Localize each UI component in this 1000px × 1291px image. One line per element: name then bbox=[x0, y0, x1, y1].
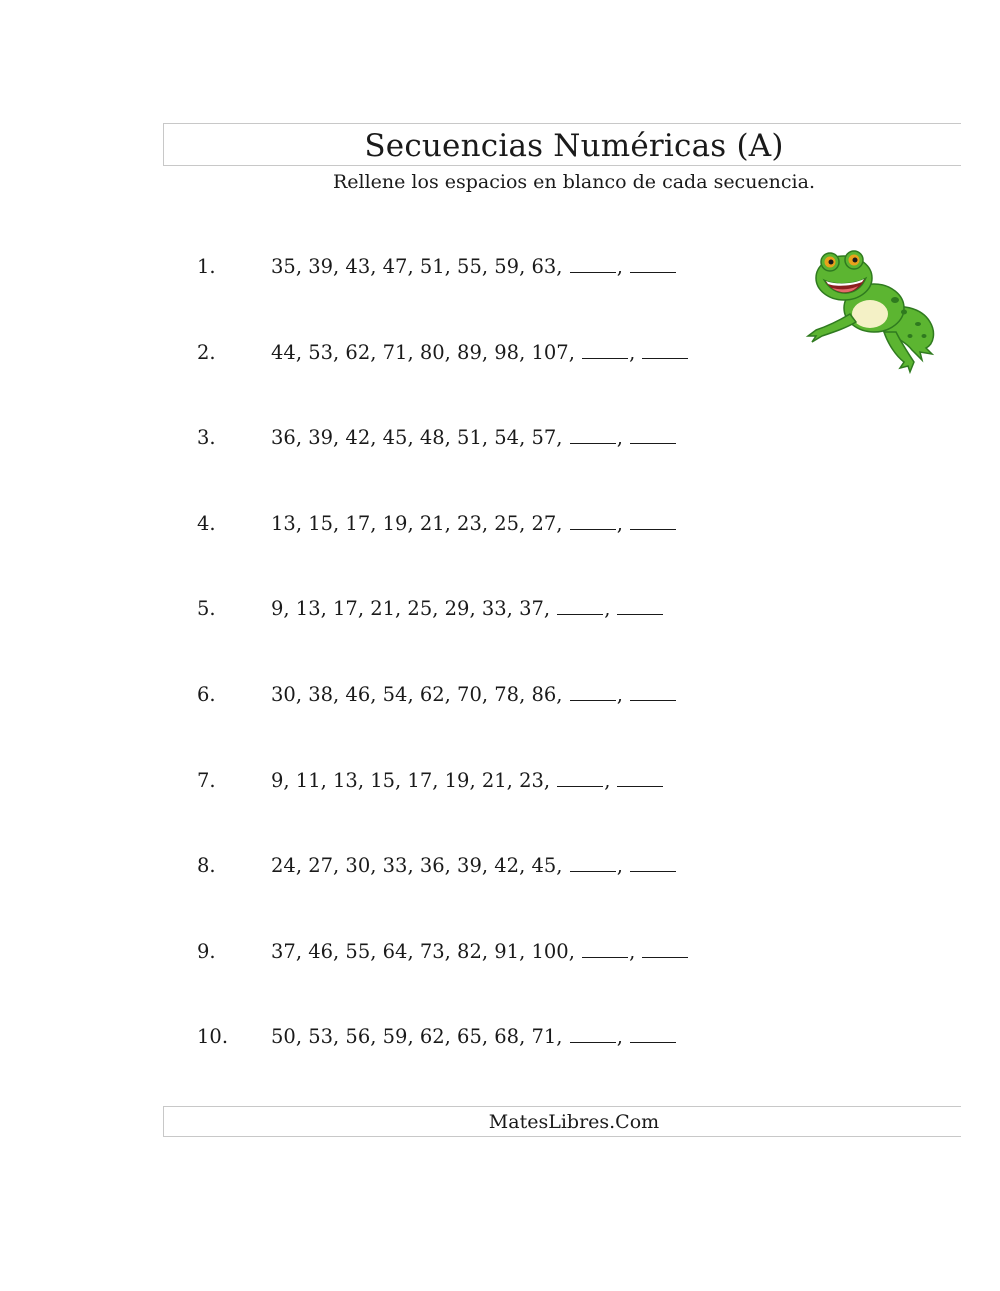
problem-10 bbox=[195, 1022, 677, 1052]
answer-blank[interactable] bbox=[582, 939, 628, 958]
blank-separator: , bbox=[616, 683, 623, 706]
problem-7 bbox=[195, 766, 664, 796]
problem-3 bbox=[195, 423, 677, 453]
problem-number: 5. bbox=[197, 597, 216, 620]
problem-number: 3. bbox=[197, 426, 216, 449]
answer-blank[interactable] bbox=[570, 1024, 616, 1043]
problem-number: 9. bbox=[197, 940, 216, 963]
answer-blank[interactable] bbox=[642, 939, 688, 958]
answer-blank[interactable] bbox=[617, 596, 663, 615]
answer-blank[interactable] bbox=[630, 425, 676, 444]
problem-number: 4. bbox=[197, 512, 216, 535]
sequence-text: 35, 39, 43, 47, 51, 55, 59, 63, bbox=[271, 255, 563, 278]
answer-blank[interactable] bbox=[582, 340, 628, 359]
page-title: Secuencias Numéricas (A) bbox=[364, 128, 784, 164]
answer-blank[interactable] bbox=[557, 596, 603, 615]
sequence-text: 50, 53, 56, 59, 62, 65, 68, 71, bbox=[271, 1025, 563, 1048]
blank-separator: , bbox=[616, 1025, 623, 1048]
problem-number: 10. bbox=[197, 1025, 229, 1048]
answer-blank[interactable] bbox=[570, 682, 616, 701]
blank-separator: , bbox=[604, 597, 611, 620]
sequence-text: 9, 11, 13, 15, 17, 19, 21, 23, bbox=[271, 769, 551, 792]
sequence-text: 24, 27, 30, 33, 36, 39, 42, 45, bbox=[271, 854, 563, 877]
problem-4 bbox=[195, 509, 677, 539]
problem-1 bbox=[195, 252, 677, 282]
answer-blank[interactable] bbox=[630, 254, 676, 273]
sequence-text: 30, 38, 46, 54, 62, 70, 78, 86, bbox=[271, 683, 563, 706]
answer-blank[interactable] bbox=[617, 768, 663, 787]
blank-separator: , bbox=[604, 769, 611, 792]
blank-separator: , bbox=[616, 512, 623, 535]
blank-separator: , bbox=[629, 940, 636, 963]
answer-blank[interactable] bbox=[557, 768, 603, 787]
problem-8 bbox=[195, 851, 677, 881]
sequence-text: 13, 15, 17, 19, 21, 23, 25, 27, bbox=[271, 512, 563, 535]
problem-2 bbox=[195, 338, 689, 368]
answer-blank[interactable] bbox=[630, 853, 676, 872]
problem-9 bbox=[195, 937, 689, 967]
answer-blank[interactable] bbox=[570, 425, 616, 444]
blank-separator: , bbox=[616, 854, 623, 877]
frog-icon bbox=[800, 240, 945, 375]
instructions: Rellene los espacios en blanco de cada secuencia. bbox=[332, 171, 816, 193]
blank-separator: , bbox=[616, 426, 623, 449]
sequence-text: 36, 39, 42, 45, 48, 51, 54, 57, bbox=[271, 426, 563, 449]
blank-separator: , bbox=[616, 255, 623, 278]
answer-blank[interactable] bbox=[642, 340, 688, 359]
problem-number: 1. bbox=[197, 255, 216, 278]
problem-number: 7. bbox=[197, 769, 216, 792]
answer-blank[interactable] bbox=[630, 511, 676, 530]
sequence-text: 37, 46, 55, 64, 73, 82, 91, 100, bbox=[271, 940, 575, 963]
answer-blank[interactable] bbox=[570, 254, 616, 273]
problem-5 bbox=[195, 594, 664, 624]
blank-separator: , bbox=[629, 341, 636, 364]
problem-number: 2. bbox=[197, 341, 216, 364]
problem-number: 8. bbox=[197, 854, 216, 877]
footer-site-name: MatesLibres.Com bbox=[488, 1111, 660, 1133]
answer-blank[interactable] bbox=[570, 511, 616, 530]
sequence-text: 44, 53, 62, 71, 80, 89, 98, 107, bbox=[271, 341, 575, 364]
sequence-text: 9, 13, 17, 21, 25, 29, 33, 37, bbox=[271, 597, 551, 620]
answer-blank[interactable] bbox=[570, 853, 616, 872]
problem-6 bbox=[195, 680, 677, 710]
answer-blank[interactable] bbox=[630, 682, 676, 701]
problem-number: 6. bbox=[197, 683, 216, 706]
answer-blank[interactable] bbox=[630, 1024, 676, 1043]
